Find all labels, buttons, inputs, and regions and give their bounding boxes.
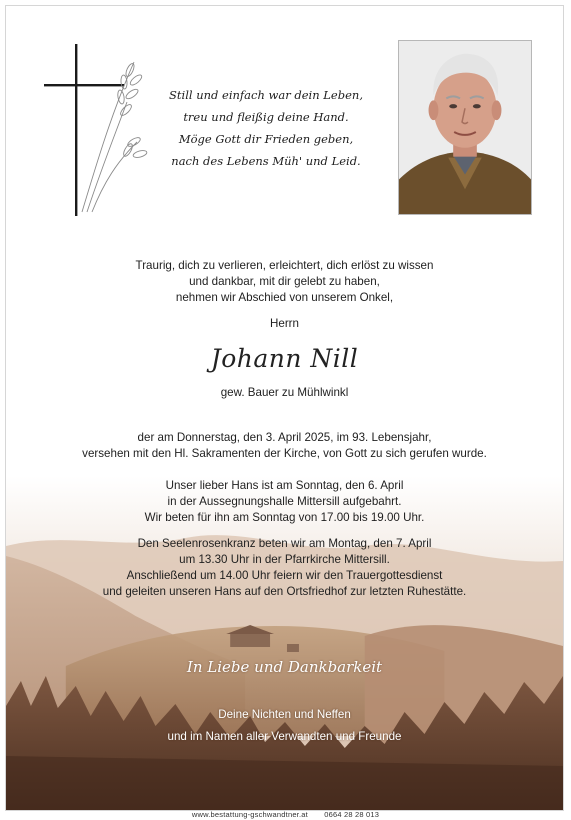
closing-phrase: In Liebe und Dankbarkeit — [186, 658, 383, 676]
poem-line: nach des Lebens Müh' und Leid. — [171, 154, 361, 168]
intro-text — [6, 258, 563, 306]
service-line: Anschließend um 14.00 Uhr feiern wir den Trauergottesdienst — [126, 569, 443, 582]
memorial-poem — [146, 84, 386, 172]
intro-line: nehmen wir Abschied von unserem Onkel, — [175, 291, 394, 304]
service-line: Den Seelenrosenkranz beten wir am Montag, den 7. April — [137, 537, 432, 550]
viewing-line: Unser lieber Hans ist am Sonntag, den 6. April — [165, 479, 404, 492]
poem-line: Still und einfach war dein Leben, — [169, 88, 363, 102]
service-line: um 13.30 Uhr in der Pfarrkirche Mittersill. — [179, 553, 390, 566]
viewing-line: Wir beten für ihn am Sonntag von 17.00 bis 19.00 Uhr. — [144, 511, 425, 524]
viewing-line: in der Aussegnungshalle Mittersill aufgebahrt. — [167, 495, 402, 508]
service-line: und geleiten unseren Hans auf den Ortsfriedhof zur letzten Ruhestätte. — [102, 585, 467, 598]
landscape-background-image — [6, 476, 563, 811]
poem-line: treu und fleißig deine Hand. — [183, 110, 349, 124]
intro-line: Traurig, dich zu verlieren, erleichtert, dich erlöst zu wissen — [135, 259, 434, 272]
obituary-card — [5, 5, 564, 811]
intro-line: und dankbar, mit dir gelebt zu haben, — [189, 275, 380, 288]
death-notice-line: versehen mit den Hl. Sakramenten der Kirche, von Gott zu sich gerufen wurde. — [82, 447, 487, 460]
footer-phone: 0664 28 28 013 — [324, 810, 380, 819]
footer — [0, 810, 571, 819]
death-notice-line: der am Donnerstag, den 3. April 2025, im 93. Lebensjahr, — [137, 431, 432, 444]
signers-line-1: Deine Nichten und Neffen — [218, 708, 351, 721]
salutation: Herrn — [270, 317, 299, 330]
viewing-info — [6, 478, 563, 526]
death-notice — [6, 430, 563, 462]
cross-icon — [42, 42, 152, 222]
footer-website: www.bestattung-gschwandtner.at — [191, 810, 308, 819]
service-info — [6, 536, 563, 600]
poem-line: Möge Gott dir Frieden geben, — [178, 132, 354, 146]
signers-line-2: und im Namen aller Verwandten und Freunde — [167, 730, 402, 743]
deceased-name: Johann Nill — [210, 344, 359, 373]
deceased-occupation: gew. Bauer zu Mühlwinkl — [220, 386, 349, 399]
portrait-photo — [398, 40, 532, 215]
